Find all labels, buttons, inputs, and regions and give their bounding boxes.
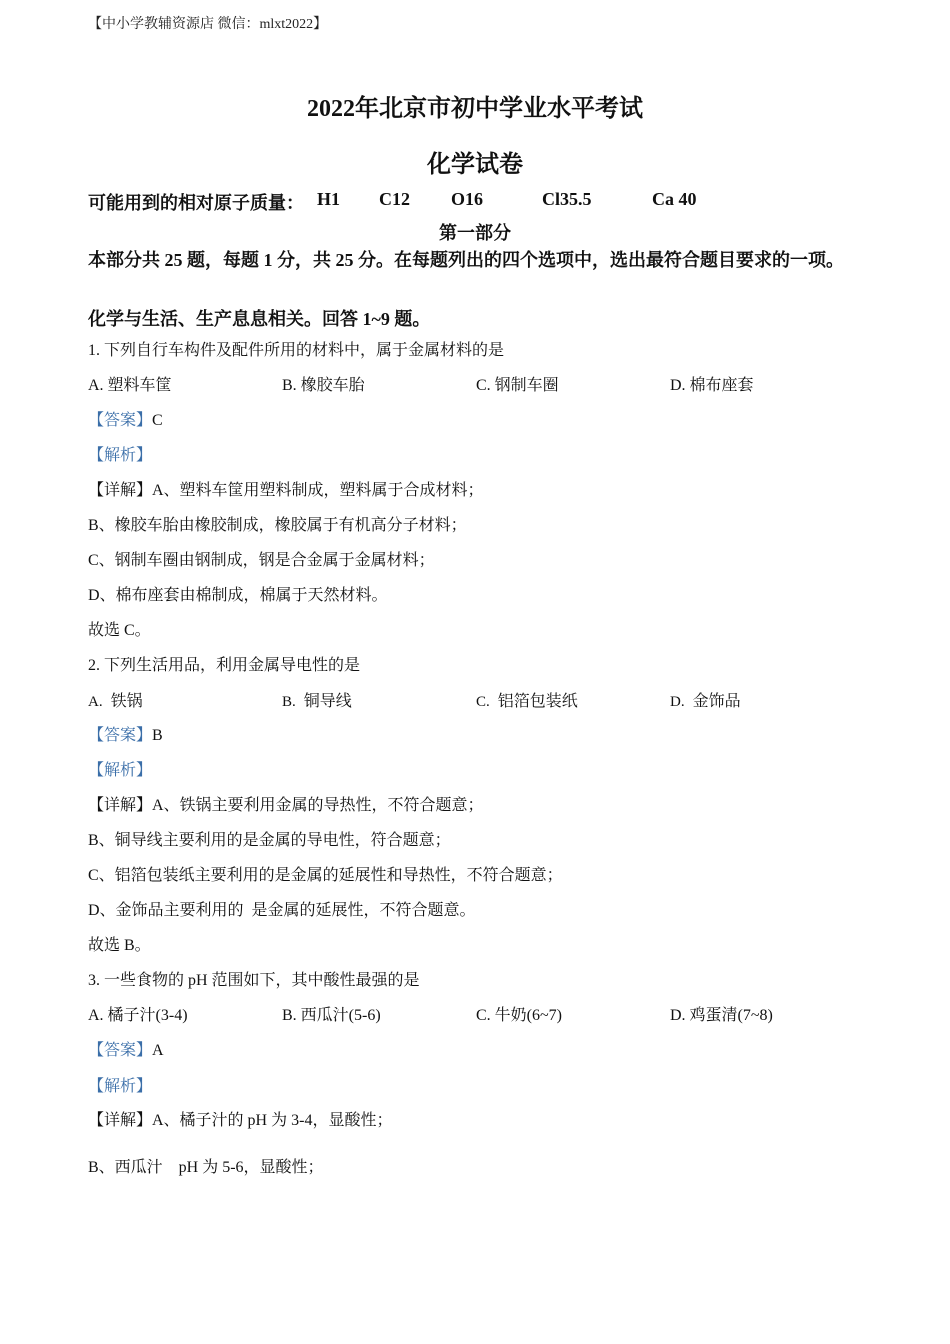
question-3-option-d: D. 鸡蛋清(7~8)	[670, 1007, 773, 1024]
question-3-option-c: C. 牛奶(6~7)	[476, 1007, 562, 1024]
atomic-mass-line	[88, 189, 788, 213]
question-2-answer	[88, 722, 163, 745]
question-2-option-a: A. 铁锅	[88, 693, 143, 710]
question-1-option-d: D. 棉布座套	[670, 377, 754, 394]
header-note: 【中小学教辅资源店 微信：mlxt2022】	[88, 17, 328, 32]
question-1-detail: D、棉布座套由棉制成，棉属于天然材料。	[88, 587, 388, 604]
section-instruction: 本部分共 25 题，每题 1 分，共 25 分。在每题列出的四个选项中，选出最符合题目要求的一项。	[88, 250, 844, 270]
question-2-analysis-tag: 【解析】	[88, 762, 153, 779]
question-2-detail: B、铜导线主要利用的是金属的导电性，符合题意；	[88, 832, 451, 849]
exam-subtitle: 化学试卷	[427, 152, 523, 178]
question-3-stem: 3. 一些食物的 pH 范围如下，其中酸性最强的是	[88, 972, 420, 989]
question-1-answer	[88, 407, 163, 430]
answer-tag: 【答案】	[88, 1042, 153, 1059]
atomic-mass-item: Cl35.5	[542, 189, 592, 209]
question-2-detail: C、铝箔包装纸主要利用的是金属的延展性和导热性，不符合题意；	[88, 867, 563, 884]
answer-value: C	[152, 412, 163, 429]
question-1-stem: 1. 下列自行车构件及配件所用的材料中，属于金属材料的是	[88, 342, 505, 359]
question-2-option-b: B. 铜导线	[282, 693, 352, 710]
question-1-conclusion: 故选 C。	[88, 622, 151, 639]
question-3-answer	[88, 1037, 164, 1060]
question-2-option-d: D. 金饰品	[670, 693, 741, 710]
answer-tag: 【答案】	[88, 412, 153, 429]
question-1-detail: B、橡胶车胎由橡胶制成，橡胶属于有机高分子材料；	[88, 517, 467, 534]
question-1-option-b: B. 橡胶车胎	[282, 377, 365, 394]
question-1-option-a: A. 塑料车筐	[88, 377, 172, 394]
question-1-detail: C、钢制车圈由钢制成，钢是合金属于金属材料；	[88, 552, 435, 569]
atomic-mass-item: Ca 40	[652, 189, 697, 209]
question-1-detail: 【详解】A、塑料车筐用塑料制成，塑料属于合成材料；	[88, 482, 484, 499]
atomic-mass-label: 可能用到的相对原子质量：	[88, 193, 304, 213]
atomic-mass-item: C12	[379, 189, 410, 209]
question-1-option-c: C. 钢制车圈	[476, 377, 559, 394]
exam-title: 2022年北京市初中学业水平考试	[307, 96, 643, 122]
answer-tag: 【答案】	[88, 727, 153, 744]
answer-value: B	[152, 727, 163, 744]
question-1-analysis-tag: 【解析】	[88, 447, 153, 464]
question-3-detail: B、西瓜汁 pH 为 5-6，显酸性；	[88, 1159, 324, 1176]
question-3-detail: 【详解】A、橘子汁的 pH 为 3-4，显酸性；	[88, 1112, 393, 1129]
atomic-mass-item: H1	[317, 189, 341, 209]
question-2-conclusion: 故选 B。	[88, 937, 151, 954]
question-2-detail: 【详解】A、铁锅主要利用金属的导热性，不符合题意；	[88, 797, 484, 814]
atomic-mass-item: O16	[451, 189, 484, 209]
question-3-analysis-tag: 【解析】	[88, 1078, 153, 1095]
question-3-option-b: B. 西瓜汁(5-6)	[282, 1007, 381, 1024]
question-2-option-c: C. 铝箔包装纸	[476, 693, 578, 710]
answer-value: A	[152, 1042, 164, 1059]
topic-line: 化学与生活、生产息息相关。回答 1~9 题。	[88, 309, 431, 329]
question-2-stem: 2. 下列生活用品，利用金属导电性的是	[88, 657, 361, 674]
section-title: 第一部分	[439, 223, 511, 243]
question-3-option-a: A. 橘子汁(3-4)	[88, 1007, 188, 1024]
question-2-detail: D、金饰品主要利用的 是金属的延展性，不符合题意。	[88, 902, 476, 919]
